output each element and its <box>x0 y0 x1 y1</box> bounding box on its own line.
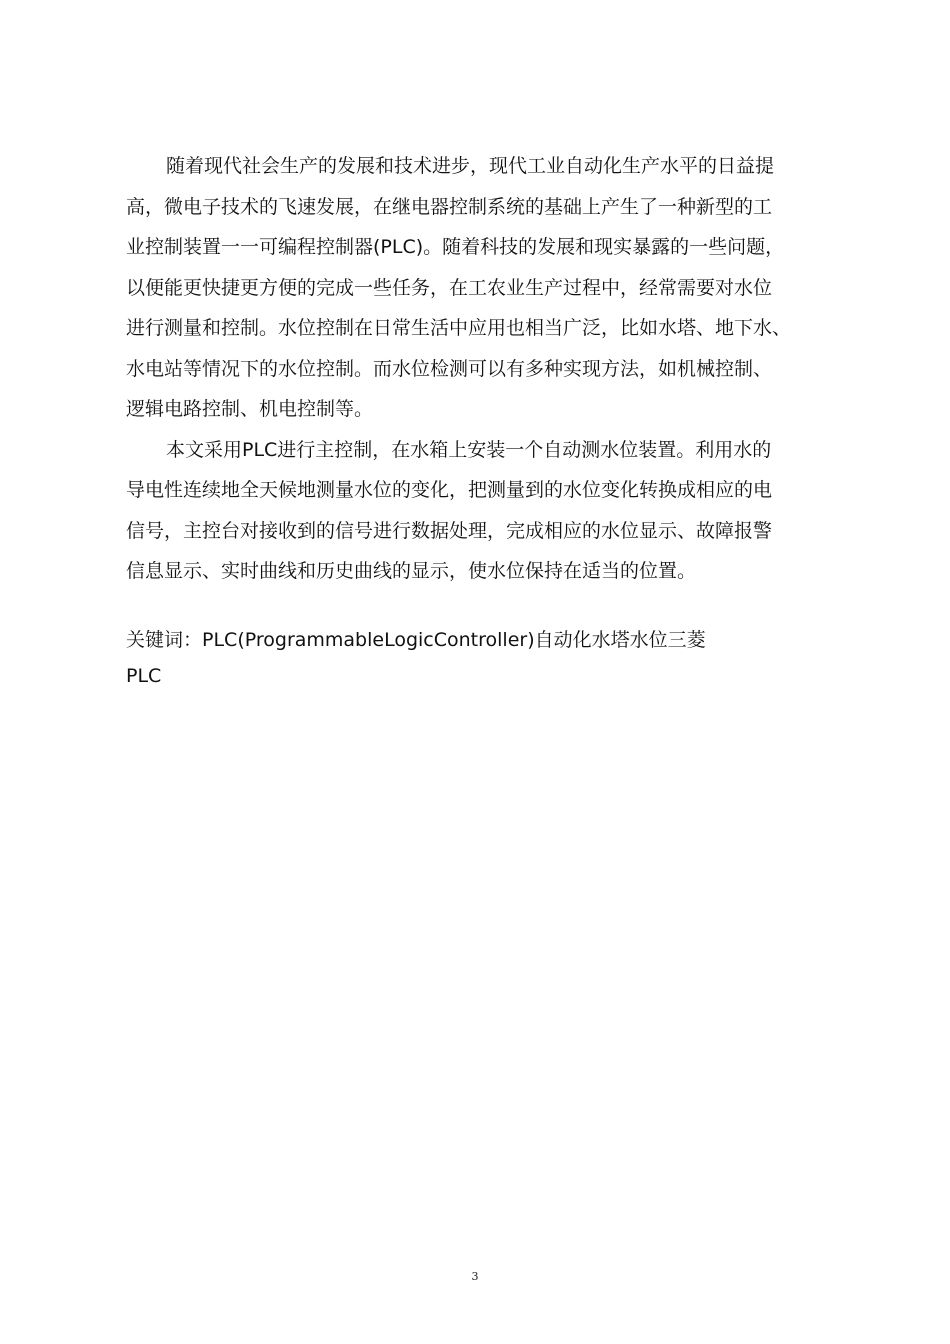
text-line: 本文采用PLC进行主控制，在水箱上安装一个自动测水位装置。利用水的 <box>166 438 772 461</box>
page-number: 3 <box>471 1270 479 1283</box>
text-line: 逻辑电路控制、机电控制等。 <box>126 398 374 420</box>
abstract-body <box>126 146 826 592</box>
keywords-line <box>126 622 826 658</box>
text-line: 导电性连续地全天候地测量水位的变化，把测量到的水位变化转换成相应的电 <box>126 479 773 501</box>
text-line: 以便能更快捷更方便的完成一些任务，在工农业生产过程中，经常需要对水位 <box>126 276 773 299</box>
paragraph-2 <box>126 430 826 592</box>
text-line: 信息显示、实时曲线和历史曲线的显示，使水位保持在适当的位置。 <box>126 560 697 582</box>
text-line: 信号，主控台对接收到的信号进行数据处理，完成相应的水位显示、故障报警 <box>126 519 773 542</box>
keywords-label: 关键词： <box>126 629 203 651</box>
keywords-section <box>126 622 826 694</box>
keywords-text: PLC(ProgrammableLogicController)自动化水塔水位三菱 <box>202 629 706 651</box>
keywords-text-continued: PLC <box>126 665 162 687</box>
text-line: 水电站等情况下的水位控制。而水位检测可以有多种实现方法，如机械控制、 <box>126 357 773 380</box>
paragraph-1 <box>126 146 826 430</box>
keywords-line-continued <box>126 658 826 694</box>
text-line: 业控制装置一一可编程控制器(PLC)。随着科技的发展和现实暴露的一些问题， <box>126 236 785 258</box>
text-line: 进行测量和控制。水位控制在日常生活中应用也相当广泛，比如水塔、地下水、 <box>126 317 792 339</box>
text-line: 随着现代社会生产的发展和技术进步，现代工业自动化生产水平的日益提 <box>166 155 775 177</box>
text-line: 高，微电子技术的飞速发展，在继电器控制系统的基础上产生了一种新型的工 <box>126 195 773 218</box>
